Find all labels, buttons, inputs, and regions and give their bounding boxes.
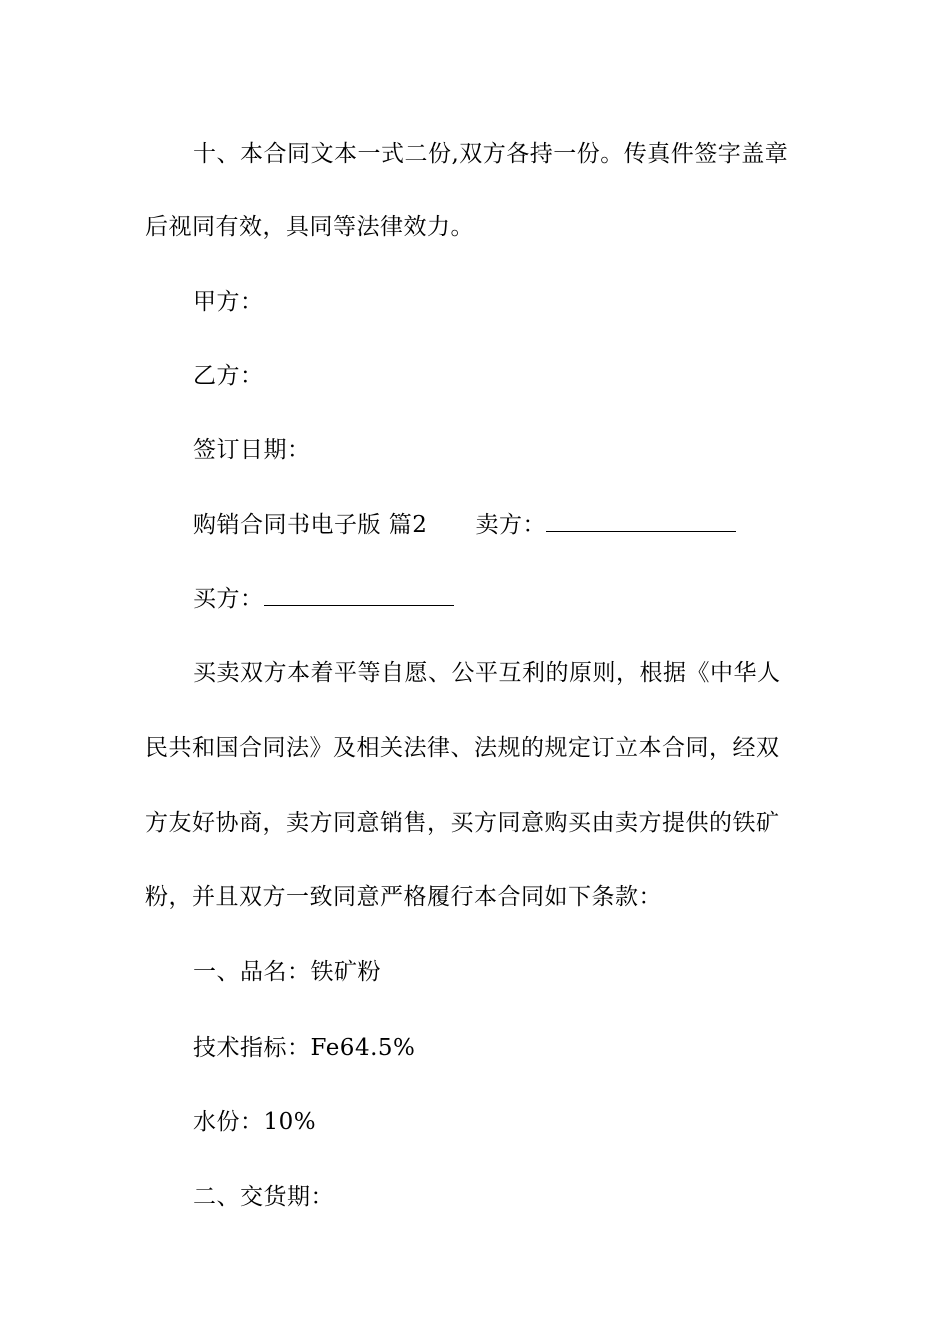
- paragraph-line: 方友好协商，卖方同意销售，买方同意购买由卖方提供的铁矿: [145, 810, 780, 836]
- party-a-label: 甲方：: [193, 289, 264, 315]
- section-title: 购销合同书电子版 篇2: [193, 512, 428, 538]
- clause-delivery: 二、交货期：: [193, 1184, 334, 1210]
- seller-blank-line: [546, 511, 736, 532]
- clause-spec: 技术指标：Fe64.5%: [193, 1035, 416, 1061]
- clause-moisture: 水份：10%: [193, 1109, 317, 1135]
- paragraph-line: 民共和国合同法》及相关法律、法规的规定订立本合同，经双: [145, 735, 780, 761]
- buyer-label: 买方：: [193, 586, 264, 612]
- clause-product-name: 一、品名：铁矿粉: [193, 959, 381, 985]
- buyer-blank-line: [264, 585, 454, 606]
- signing-date-label: 签订日期：: [193, 437, 311, 463]
- buyer-line: [193, 584, 863, 614]
- paragraph-line: 十、本合同文本一式二份,双方各持一份。传真件签字盖章: [193, 141, 789, 167]
- paragraph-line: 买卖双方本着平等自愿、公平互利的原则，根据《中华人: [193, 660, 781, 686]
- title-seller-line: [193, 510, 863, 540]
- paragraph-line: 后视同有效，具同等法律效力。: [145, 214, 474, 240]
- seller-label: 卖方：: [475, 512, 546, 538]
- paragraph-line: 粉，并且双方一致同意严格履行本合同如下条款：: [145, 884, 662, 910]
- party-b-label: 乙方：: [193, 363, 264, 389]
